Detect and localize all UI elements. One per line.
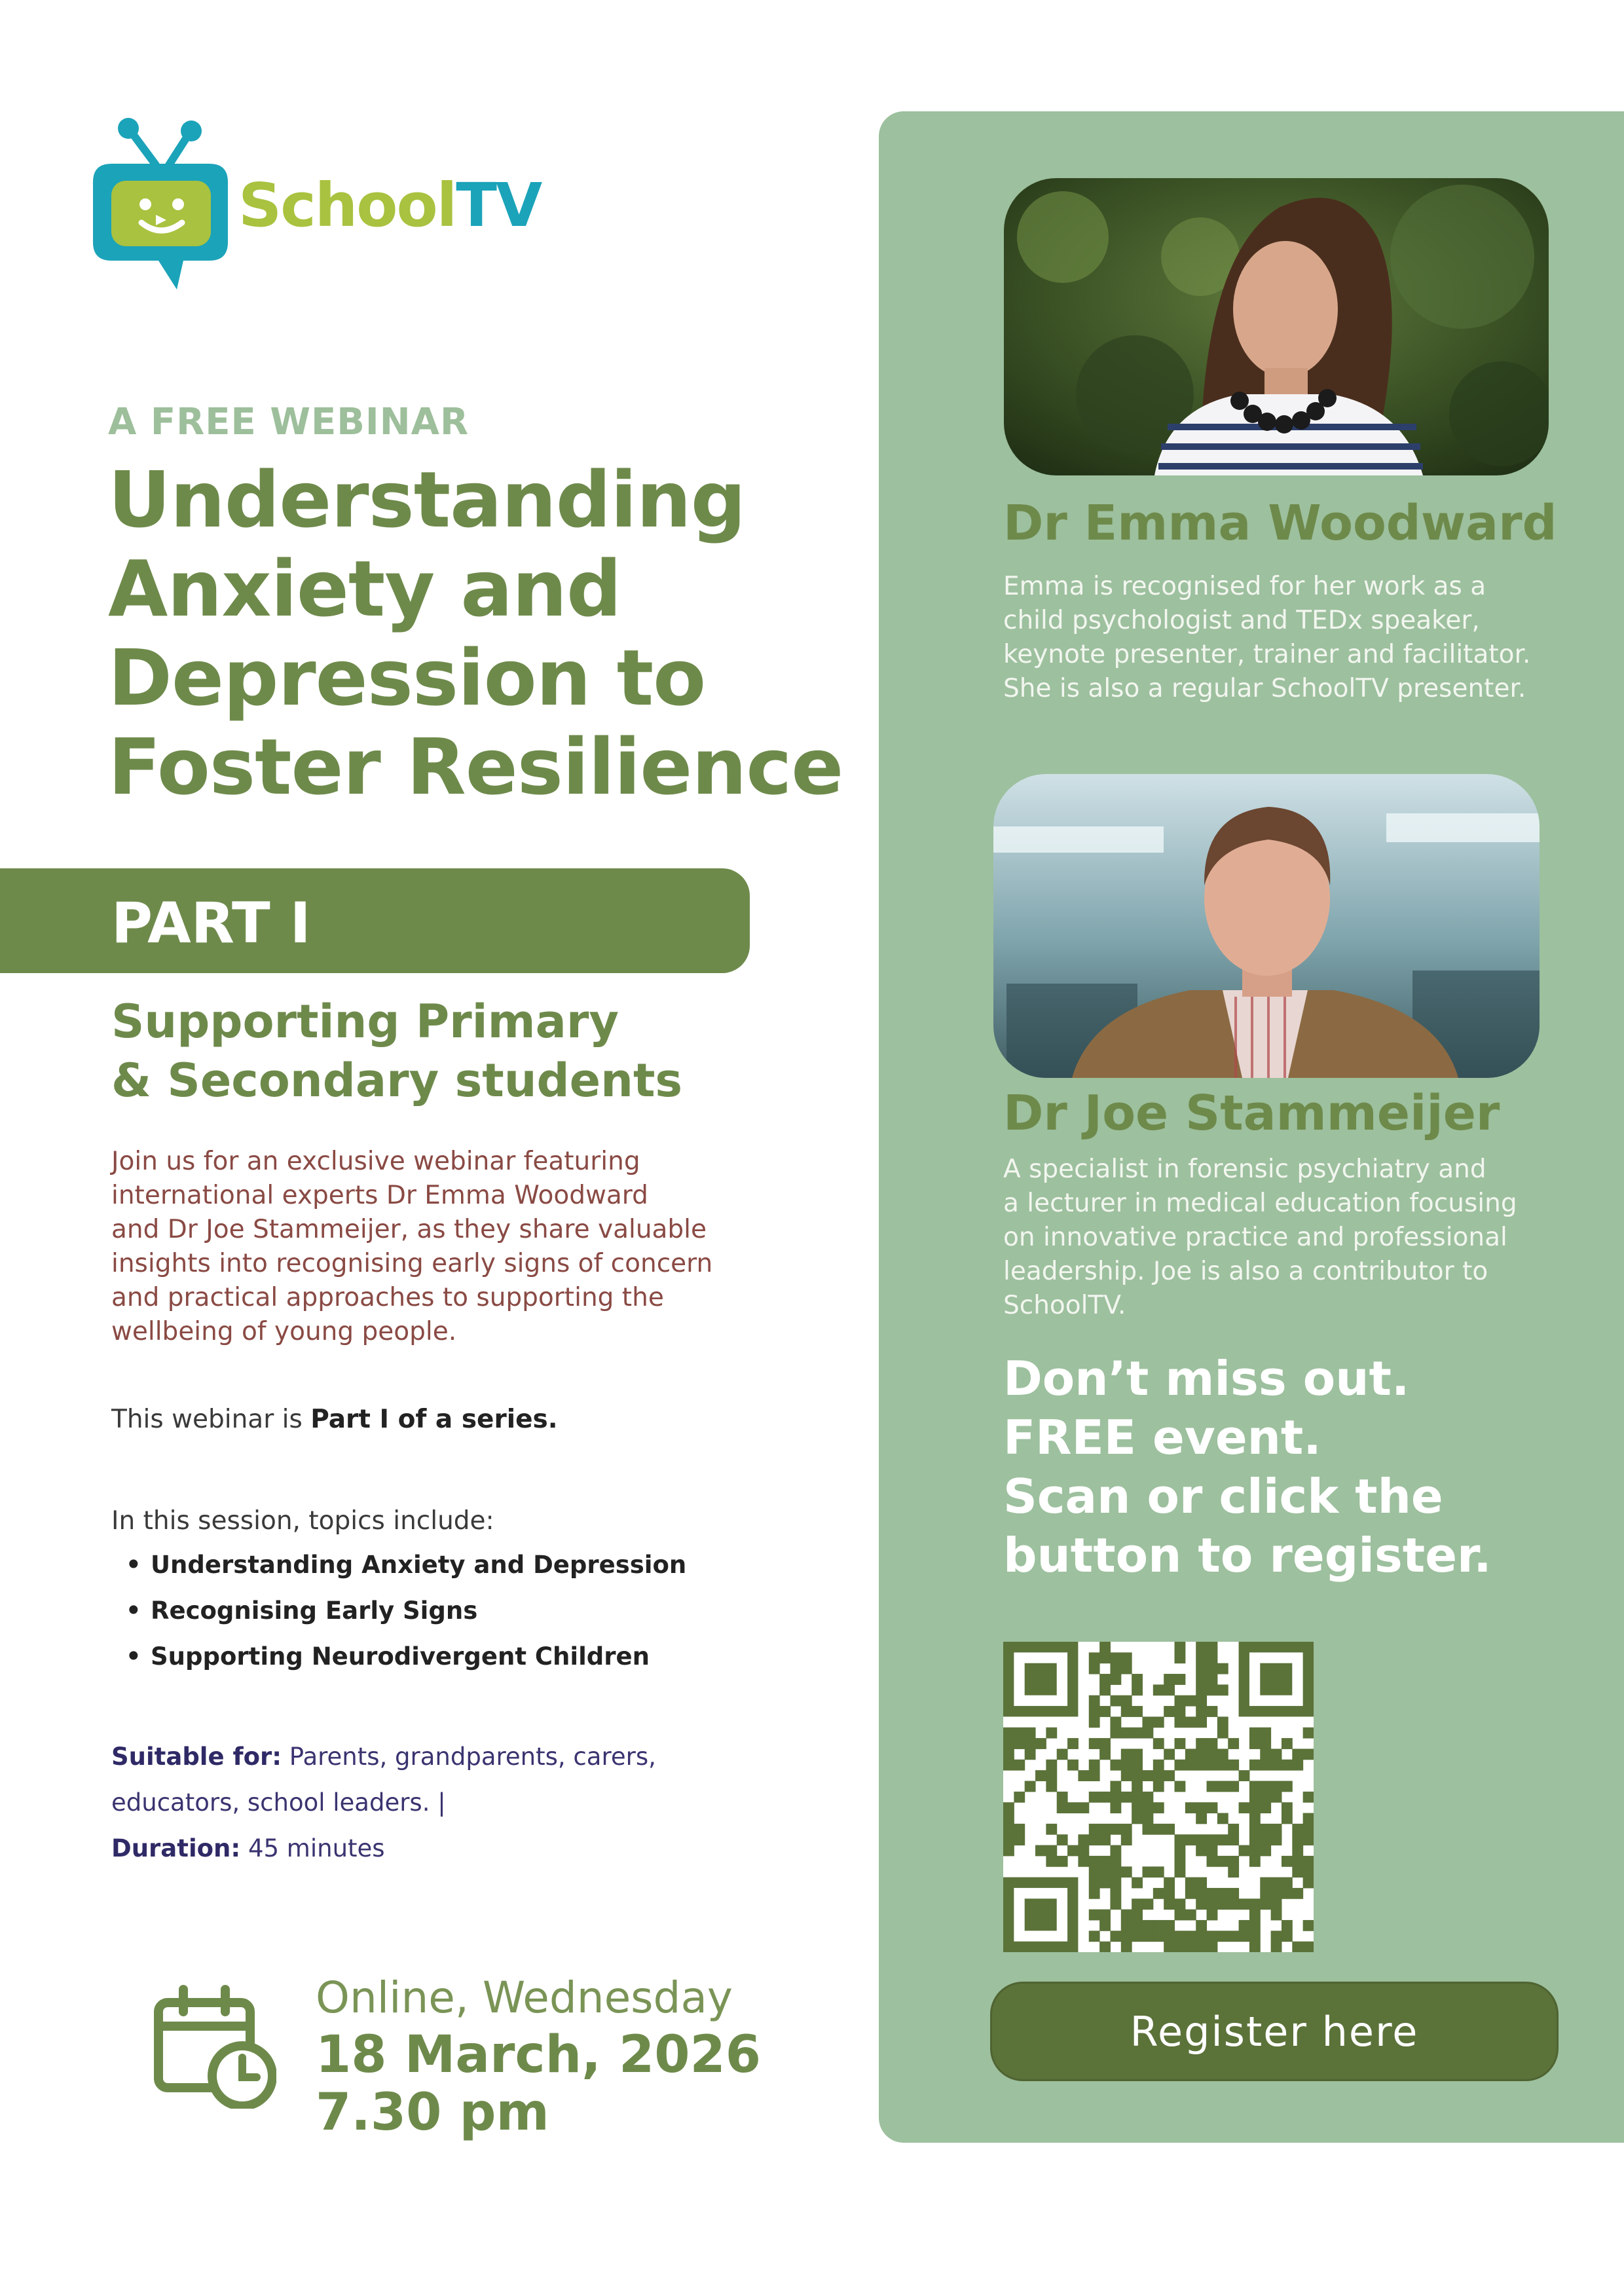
intro-line: international experts Dr Emma Woodward (111, 1181, 648, 1210)
title-line: Depression to (108, 633, 706, 723)
series-prefix: This webinar is (111, 1405, 311, 1434)
speaker-name-joe: Dr Joe Stammeijer (1003, 1085, 1500, 1141)
speaker-bio-joe (1003, 1153, 1517, 1323)
speaker-bio-emma (1003, 570, 1530, 706)
qr-finder-pattern (1008, 1883, 1073, 1947)
cta-line: button to register. (1003, 1528, 1492, 1583)
intro-line: and practical approaches to supporting the (111, 1283, 664, 1312)
suitable-label: Suitable for: (111, 1743, 282, 1771)
subtitle (111, 992, 766, 1110)
intro-paragraph (111, 1145, 773, 1349)
qr-finder-pattern (1008, 1647, 1073, 1711)
page-title (108, 455, 861, 811)
joe-portrait-image (993, 774, 1540, 1078)
intro-line: Join us for an exclusive webinar featuring (111, 1147, 640, 1176)
list-item: • Recognising Early Signs (124, 1597, 686, 1642)
bio-line: on innovative practice and professional (1003, 1223, 1507, 1252)
schooltv-logo (85, 118, 557, 295)
list-item: • Understanding Anxiety and Depression (124, 1551, 686, 1597)
part-label: PART I (111, 891, 311, 956)
topics-intro: In this session, topics include: (111, 1506, 494, 1536)
event-datetime (316, 1970, 761, 2141)
subtitle-line: Supporting Primary (111, 995, 619, 1048)
bio-line: SchoolTV. (1003, 1291, 1126, 1320)
topics-list (124, 1551, 686, 1688)
bio-line: a lecturer in medical education focusing (1003, 1189, 1517, 1218)
registration-qr-code[interactable] (1003, 1642, 1314, 1952)
speaker-name-emma: Dr Emma Woodward (1003, 495, 1557, 551)
bio-line: child psychologist and TEDx speaker, (1003, 606, 1480, 635)
list-item: • Supporting Neurodivergent Children (124, 1642, 686, 1688)
logo-wordmark: SchoolTV (238, 170, 542, 240)
calendar-clock-icon (152, 1984, 276, 2109)
bio-line: She is also a regular SchoolTV presenter. (1003, 674, 1526, 703)
series-bold: Part I of a series. (310, 1405, 558, 1434)
cta-line: FREE event. (1003, 1410, 1321, 1465)
register-button[interactable]: Register here (990, 1982, 1559, 2081)
series-note (111, 1405, 558, 1434)
suitable-value-cont: educators, school leaders. | (111, 1788, 446, 1817)
title-line: Foster Resilience (108, 722, 843, 812)
cta-line: Scan or click the (1003, 1469, 1443, 1524)
intro-line: insights into recognising early signs of concern (111, 1249, 713, 1278)
intro-line: wellbeing of young people. (111, 1317, 457, 1346)
part-banner (0, 868, 750, 973)
subtitle-line: & Secondary students (111, 1054, 683, 1107)
event-time: 7.30 pm (316, 2083, 549, 2142)
bio-line: keynote presenter, trainer and facilitator. (1003, 640, 1531, 669)
title-line: Anxiety and (108, 544, 621, 634)
speaker-photo-emma (1004, 178, 1549, 475)
speaker-photo-joe (993, 774, 1540, 1078)
bio-line: leadership. Joe is also a contributor to (1003, 1257, 1488, 1286)
event-location-day: Online, Wednesday (316, 1972, 733, 2023)
tv-logo-icon (85, 118, 242, 295)
suitable-value: Parents, grandparents, carers, (282, 1743, 656, 1771)
qr-finder-pattern (1244, 1647, 1308, 1711)
bio-line: Emma is recognised for her work as a (1003, 572, 1486, 601)
duration-value: 45 minutes (240, 1834, 385, 1862)
duration-label: Duration: (111, 1834, 241, 1862)
event-date: 18 March, 2026 (316, 2025, 762, 2084)
webinar-eyebrow: A FREE WEBINAR (108, 401, 470, 443)
call-to-action (1003, 1349, 1492, 1585)
intro-line: and Dr Joe Stammeijer, as they share valuable (111, 1215, 707, 1244)
event-meta (111, 1734, 656, 1872)
title-line: Understanding (108, 454, 746, 545)
bio-line: A specialist in forensic psychiatry and (1003, 1155, 1486, 1184)
emma-portrait-image (1004, 178, 1549, 475)
cta-line: Don’t miss out. (1003, 1351, 1410, 1406)
